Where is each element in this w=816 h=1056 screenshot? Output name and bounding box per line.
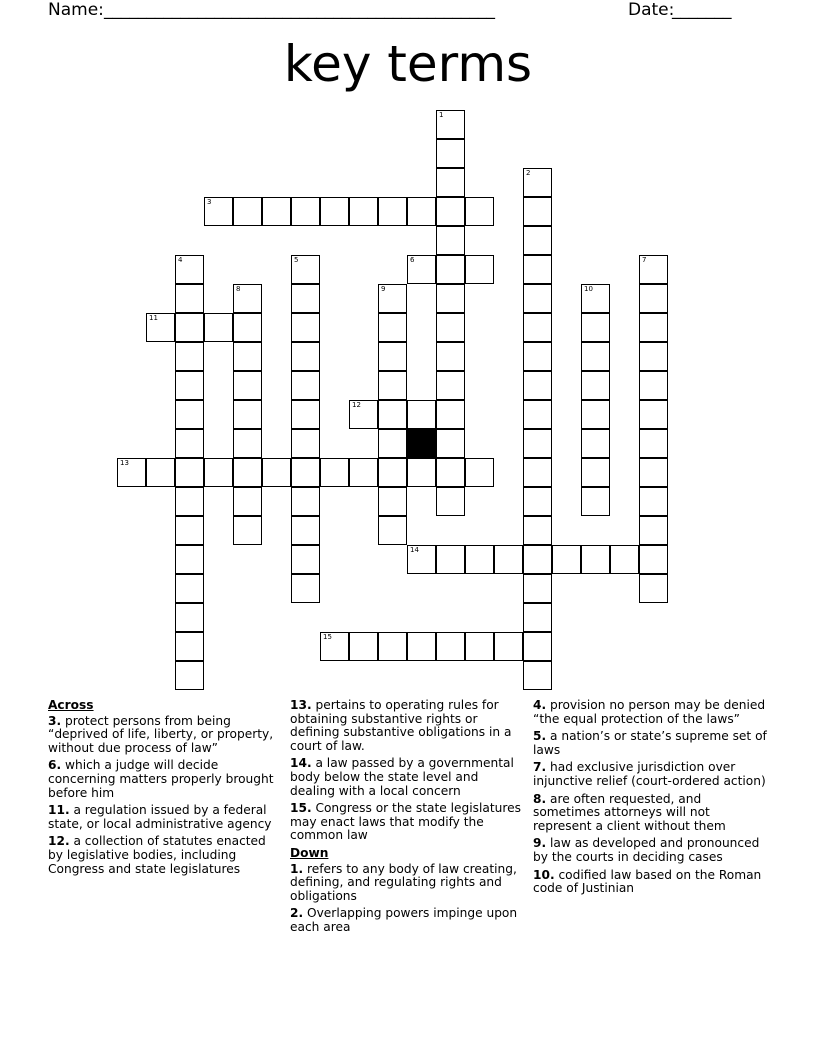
clue-column-3 (533, 699, 769, 900)
clue-number: 2 (526, 169, 531, 177)
grid-cell[interactable] (233, 516, 262, 545)
grid-cell[interactable] (233, 284, 262, 313)
grid-cell[interactable] (175, 516, 204, 545)
grid-cell[interactable] (204, 313, 233, 342)
date-field[interactable]: _______ (672, 0, 732, 20)
grid-cell[interactable] (175, 429, 204, 458)
grid-cell[interactable] (436, 487, 465, 516)
grid-cell[interactable] (175, 487, 204, 516)
grid-cell[interactable] (523, 226, 552, 255)
clue-number: 10 (584, 285, 593, 293)
grid-cell[interactable] (291, 487, 320, 516)
clue-number: 4 (178, 256, 183, 264)
grid-cell[interactable] (175, 661, 204, 690)
grid-cell[interactable] (320, 197, 349, 226)
grid-cell[interactable] (349, 400, 378, 429)
grid-cell[interactable] (233, 371, 262, 400)
grid-cell[interactable] (552, 545, 581, 574)
grid-cell[interactable] (436, 284, 465, 313)
date-label: Date: (628, 0, 675, 20)
grid-cell[interactable] (262, 197, 291, 226)
grid-cell[interactable] (581, 342, 610, 371)
clue-number: 12 (352, 401, 361, 409)
grid-cell[interactable] (436, 255, 465, 284)
grid-cell[interactable] (378, 516, 407, 545)
grid-cell[interactable] (378, 458, 407, 487)
clue-item-text: had exclusive jurisdiction over injunctive relief (court-ordered action) (533, 760, 766, 788)
clue-item-number: 6. (48, 758, 62, 773)
grid-cell[interactable] (204, 458, 233, 487)
grid-cell[interactable] (639, 313, 668, 342)
across-clue-list-continued (290, 699, 522, 843)
grid-cell[interactable] (581, 429, 610, 458)
grid-cell[interactable] (639, 516, 668, 545)
grid-cell[interactable] (465, 632, 494, 661)
clue-number: 13 (120, 459, 129, 467)
grid-cell[interactable] (233, 400, 262, 429)
grid-cell[interactable] (639, 458, 668, 487)
clue-number: 15 (323, 633, 332, 641)
grid-cell[interactable] (436, 632, 465, 661)
grid-cell[interactable] (639, 545, 668, 574)
grid-cell[interactable] (436, 429, 465, 458)
grid-cell[interactable] (291, 516, 320, 545)
grid-cell[interactable] (175, 400, 204, 429)
grid-cell[interactable] (349, 197, 378, 226)
grid-cell[interactable] (407, 545, 436, 574)
clue-number: 5 (294, 256, 299, 264)
grid-cell[interactable] (436, 458, 465, 487)
clue-item-text: law as developed and pronounced by the courts in deciding cases (533, 836, 760, 864)
clue-number: 1 (439, 111, 444, 119)
grid-cell[interactable] (581, 284, 610, 313)
grid-cell[interactable] (407, 400, 436, 429)
grid-cell[interactable] (523, 661, 552, 690)
grid-cell[interactable] (523, 545, 552, 574)
grid-cell[interactable] (523, 313, 552, 342)
grid-cell[interactable] (291, 255, 320, 284)
grid-cell[interactable] (378, 313, 407, 342)
clue-item-number: 8. (533, 791, 547, 806)
clue-item-text: codified law based on the Roman code of Justinian (533, 867, 762, 896)
grid-cell[interactable] (175, 342, 204, 371)
grid-cell[interactable] (233, 458, 262, 487)
clue-item-number: 11. (48, 803, 70, 818)
grid-cell[interactable] (233, 342, 262, 371)
across-clue-list (48, 715, 280, 877)
clue-item (48, 835, 280, 876)
grid-cell[interactable] (581, 545, 610, 574)
grid-cell[interactable] (639, 255, 668, 284)
grid-cell[interactable] (610, 545, 639, 574)
grid-cell[interactable] (436, 342, 465, 371)
grid-cell[interactable] (291, 458, 320, 487)
grid-cell[interactable] (523, 255, 552, 284)
grid-cell[interactable] (639, 371, 668, 400)
clue-item-number: 5. (533, 729, 547, 744)
grid-cell[interactable] (175, 284, 204, 313)
grid-cell[interactable] (581, 487, 610, 516)
grid-cell[interactable] (407, 255, 436, 284)
grid-cell[interactable] (523, 632, 552, 661)
clue-number: 3 (207, 198, 212, 206)
clue-item-text: provision no person may be denied “the equal protection of the laws” (533, 698, 766, 726)
clue-item (290, 907, 522, 934)
clue-item-number: 9. (533, 836, 547, 851)
grid-cell[interactable] (581, 400, 610, 429)
grid-cell[interactable] (639, 487, 668, 516)
clue-number: 7 (642, 256, 647, 264)
clue-item-number: 7. (533, 760, 547, 775)
grid-cell[interactable] (175, 255, 204, 284)
down-clue-list (290, 863, 522, 935)
grid-cell[interactable] (465, 197, 494, 226)
black-square (407, 429, 436, 458)
clue-column-1 (48, 699, 280, 880)
grid-cell[interactable] (175, 545, 204, 574)
grid-cell[interactable] (465, 545, 494, 574)
grid-cell[interactable] (349, 632, 378, 661)
grid-cell[interactable] (436, 110, 465, 139)
clue-item (533, 793, 769, 834)
grid-cell[interactable] (378, 197, 407, 226)
clue-number: 14 (410, 546, 419, 554)
grid-cell[interactable] (523, 458, 552, 487)
clue-item-number: 10. (533, 867, 555, 882)
clue-item (290, 802, 522, 843)
clue-item (48, 759, 280, 800)
across-heading: Across (48, 698, 94, 712)
grid-cell[interactable] (639, 429, 668, 458)
grid-cell[interactable] (291, 371, 320, 400)
clue-item (533, 869, 769, 896)
grid-cell[interactable] (175, 632, 204, 661)
grid-cell[interactable] (146, 458, 175, 487)
grid-cell[interactable] (117, 458, 146, 487)
clue-column-2 (290, 699, 522, 939)
clue-item-text: a nation’s or state’s supreme set of laws (533, 729, 767, 757)
clue-number: 9 (381, 285, 386, 293)
clue-item-text: Overlapping powers impinge upon each area (290, 906, 518, 934)
grid-cell[interactable] (175, 313, 204, 342)
grid-cell[interactable] (523, 516, 552, 545)
grid-cell[interactable] (436, 313, 465, 342)
grid-cell[interactable] (639, 574, 668, 603)
clue-item-number: 14. (290, 756, 312, 771)
grid-cell[interactable] (291, 574, 320, 603)
grid-cell[interactable] (291, 284, 320, 313)
grid-cell[interactable] (291, 313, 320, 342)
clue-item-number: 2. (290, 906, 304, 921)
clue-item (533, 761, 769, 788)
grid-cell[interactable] (378, 429, 407, 458)
grid-cell[interactable] (581, 313, 610, 342)
grid-cell[interactable] (320, 458, 349, 487)
grid-cell[interactable] (436, 197, 465, 226)
grid-cell[interactable] (523, 400, 552, 429)
grid-cell[interactable] (436, 371, 465, 400)
clue-item (533, 837, 769, 864)
clue-item (290, 757, 522, 798)
clue-item (533, 730, 769, 757)
grid-cell[interactable] (494, 545, 523, 574)
clue-item (290, 699, 522, 753)
clue-item-text: Congress or the state legislatures may enact laws that modify the common law (290, 801, 521, 843)
grid-cell[interactable] (436, 545, 465, 574)
clue-item-text: refers to any body of law creating, defining, and regulating rights and obligations (290, 861, 517, 903)
page-title: key terms (283, 35, 533, 93)
clue-item (290, 863, 522, 904)
grid-cell[interactable] (175, 574, 204, 603)
grid-cell[interactable] (523, 487, 552, 516)
clue-item-number: 1. (290, 861, 304, 876)
clue-item-text: a law passed by a governmental body below the state level and dealing with a local concern (290, 756, 514, 798)
grid-cell[interactable] (378, 400, 407, 429)
clue-item-text: protect persons from being “deprived of life, liberty, or property, without due process of law” (48, 713, 274, 755)
grid-cell[interactable] (407, 632, 436, 661)
grid-cell[interactable] (581, 371, 610, 400)
grid-cell[interactable] (175, 371, 204, 400)
grid-cell[interactable] (436, 400, 465, 429)
clue-item (48, 804, 280, 831)
down-clue-list-continued (533, 699, 769, 896)
grid-cell[interactable] (523, 371, 552, 400)
clue-item-number: 15. (290, 801, 312, 816)
clue-item-text: pertains to operating rules for obtaining substantive rights or defining substantive obligations in a court of law. (290, 698, 512, 753)
grid-cell[interactable] (233, 429, 262, 458)
down-heading: Down (290, 845, 329, 860)
grid-cell[interactable] (291, 429, 320, 458)
clue-item-text: a regulation issued by a federal state, or local administrative agency (48, 803, 272, 831)
grid-cell[interactable] (233, 313, 262, 342)
grid-cell[interactable] (291, 197, 320, 226)
clue-item-number: 12. (48, 834, 70, 849)
grid-cell[interactable] (639, 284, 668, 313)
grid-cell[interactable] (378, 284, 407, 313)
grid-cell[interactable] (349, 458, 378, 487)
grid-cell[interactable] (291, 545, 320, 574)
clue-item-text: which a judge will decide concerning matters properly brought before him (48, 758, 274, 800)
grid-cell[interactable] (639, 342, 668, 371)
grid-cell[interactable] (262, 458, 291, 487)
grid-cell[interactable] (175, 603, 204, 632)
clue-item-number: 4. (533, 698, 547, 712)
grid-cell[interactable] (175, 458, 204, 487)
grid-cell[interactable] (494, 632, 523, 661)
grid-cell[interactable] (436, 139, 465, 168)
grid-cell[interactable] (378, 342, 407, 371)
grid-cell[interactable] (146, 313, 175, 342)
grid-cell[interactable] (436, 168, 465, 197)
grid-cell[interactable] (407, 197, 436, 226)
clue-item-number: 13. (290, 698, 312, 712)
grid-cell[interactable] (291, 400, 320, 429)
clue-item-text: a collection of statutes enacted by legislative bodies, including Congress and state legislatures (48, 834, 266, 876)
grid-cell[interactable] (523, 168, 552, 197)
grid-cell[interactable] (523, 429, 552, 458)
name-field[interactable]: ______________________________________________ (104, 0, 495, 20)
grid-cell[interactable] (523, 197, 552, 226)
grid-cell[interactable] (378, 487, 407, 516)
clue-number: 6 (410, 256, 415, 264)
grid-cell[interactable] (523, 284, 552, 313)
clue-number: 8 (236, 285, 241, 293)
grid-cell[interactable] (378, 632, 407, 661)
grid-cell[interactable] (465, 255, 494, 284)
grid-cell[interactable] (523, 603, 552, 632)
grid-cell[interactable] (581, 458, 610, 487)
clue-item (533, 699, 769, 726)
clue-item-number: 3. (48, 713, 62, 728)
grid-cell[interactable] (523, 574, 552, 603)
grid-cell[interactable] (465, 458, 494, 487)
grid-cell[interactable] (320, 632, 349, 661)
clue-number: 11 (149, 314, 158, 322)
grid-cell[interactable] (204, 197, 233, 226)
grid-cell[interactable] (233, 487, 262, 516)
grid-cell[interactable] (378, 371, 407, 400)
clue-item (48, 715, 280, 756)
clue-item-text: are often requested, and sometimes attorneys will not represent a client without them (533, 791, 726, 833)
grid-cell[interactable] (233, 197, 262, 226)
name-label: Name: (48, 0, 104, 20)
grid-cell[interactable] (523, 342, 552, 371)
grid-cell[interactable] (639, 400, 668, 429)
grid-cell[interactable] (407, 458, 436, 487)
grid-cell[interactable] (291, 342, 320, 371)
grid-cell[interactable] (436, 226, 465, 255)
